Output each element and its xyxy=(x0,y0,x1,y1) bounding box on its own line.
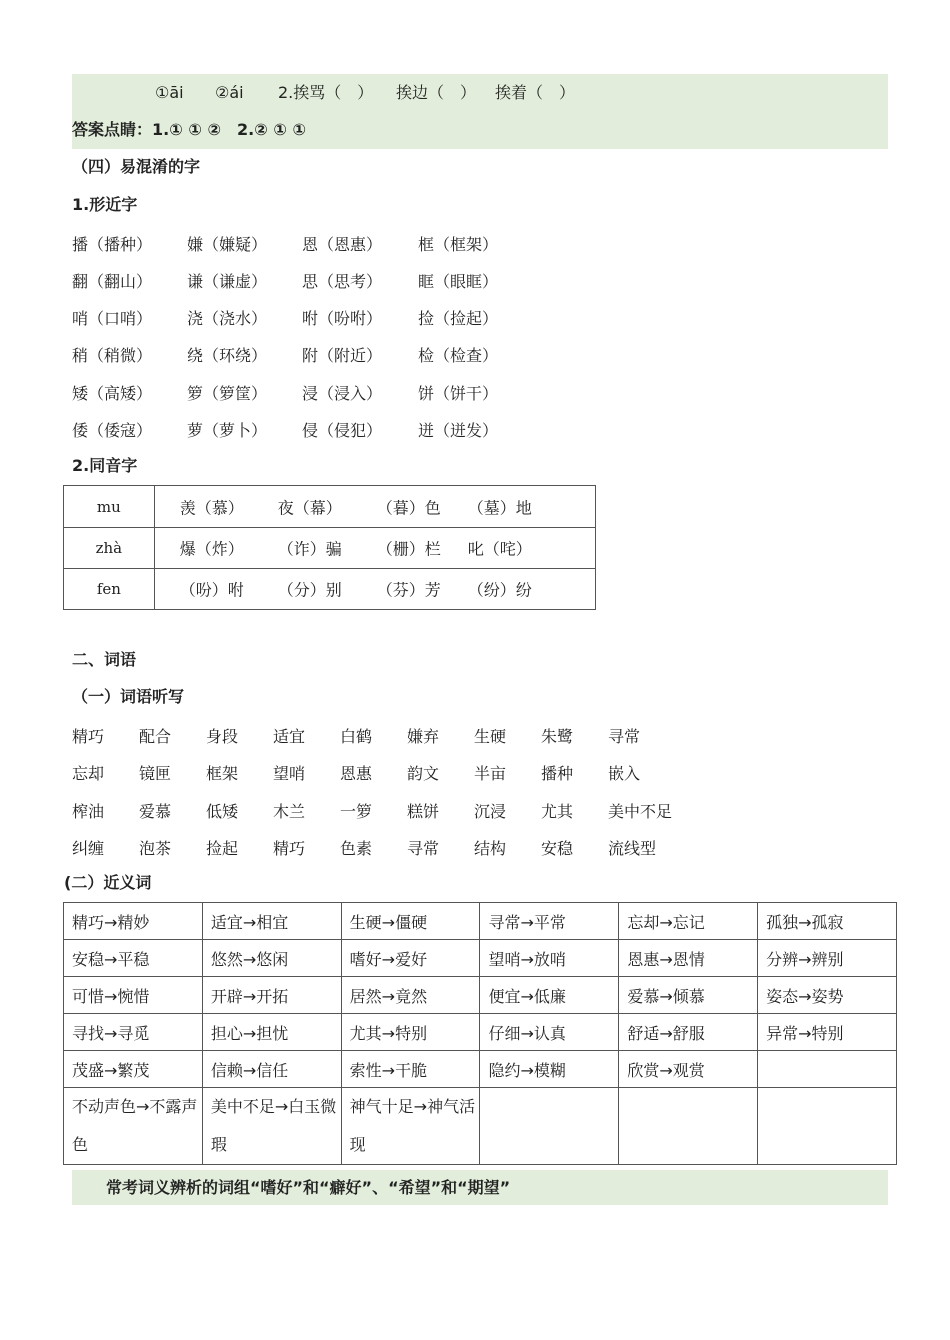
pinyin-cell: fen xyxy=(64,569,155,610)
list-item: 低矮 xyxy=(206,802,239,821)
list-item: 谦（谦虚） xyxy=(187,272,268,291)
table-cell: 隐约→模糊 xyxy=(480,1051,619,1088)
table-row xyxy=(64,569,596,610)
list-item: 绕（环绕） xyxy=(187,346,268,365)
table-cell: 适宜→相宜 xyxy=(202,903,341,940)
list-item: 结构 xyxy=(474,839,507,858)
answer-key: 答案点睛：1.① ① ② 2.② ① ① xyxy=(72,120,306,139)
list-item: 播（播种） xyxy=(72,235,153,254)
list-item: 寻常 xyxy=(608,727,641,746)
list-item: 纠缠 xyxy=(72,839,105,858)
synonym-table xyxy=(63,902,897,1165)
list-item: 流线型 xyxy=(608,839,657,858)
table-cell xyxy=(619,1088,758,1165)
table-cell: 担心→担忧 xyxy=(202,1014,341,1051)
table-cell: 寻找→寻觅 xyxy=(64,1014,203,1051)
word: （暮）色 xyxy=(376,498,441,517)
list-item: 嫌弃 xyxy=(407,727,440,746)
list-item: 望哨 xyxy=(273,764,306,783)
table-cell: 生硬→僵硬 xyxy=(341,903,480,940)
table-cell: 孤独→孤寂 xyxy=(758,903,897,940)
table-cell: 不动声色→不露声色 xyxy=(64,1088,203,1165)
pinyin-option-1: ①āi xyxy=(155,83,184,102)
word: （吩）咐 xyxy=(179,580,244,600)
table-row xyxy=(64,1014,897,1051)
word: 爆（炸） xyxy=(179,539,244,559)
list-item: 配合 xyxy=(139,727,172,746)
section-title: 二、词语 xyxy=(72,650,137,669)
table-cell: 欣赏→观赏 xyxy=(619,1051,758,1088)
words-cell xyxy=(154,569,595,610)
word: （芬）芳 xyxy=(376,580,441,600)
subsection-title: （一）词语听写 xyxy=(72,687,185,706)
subsection-title: 1.形近字 xyxy=(72,195,138,214)
list-item: 思（思考） xyxy=(302,272,383,291)
table-row xyxy=(64,903,897,940)
table-row xyxy=(64,486,596,528)
table-cell: 茂盛→繁茂 xyxy=(64,1051,203,1088)
list-item: 箩（箩筐） xyxy=(187,384,268,403)
list-item: 生硬 xyxy=(474,727,507,746)
list-item: 沉浸 xyxy=(474,802,507,821)
list-item: 捡起 xyxy=(206,839,239,858)
list-item: 美中不足 xyxy=(608,802,673,821)
list-item: 倭（倭寇） xyxy=(72,421,153,440)
table-cell: 姿态→姿势 xyxy=(758,977,897,1014)
list-item: 框架 xyxy=(206,764,239,783)
table-cell: 便宜→低廉 xyxy=(480,977,619,1014)
word: 羡（慕） xyxy=(179,498,244,517)
table-cell: 精巧→精妙 xyxy=(64,903,203,940)
list-item: 浸（浸入） xyxy=(302,384,383,403)
table-cell: 美中不足→白玉微瑕 xyxy=(202,1088,341,1165)
words-cell xyxy=(154,486,595,528)
table-cell: 恩惠→恩情 xyxy=(619,940,758,977)
list-item: 精巧 xyxy=(72,727,105,746)
list-item: 木兰 xyxy=(273,802,306,821)
list-item: 尤其 xyxy=(541,802,574,821)
table-cell: 望哨→放哨 xyxy=(480,940,619,977)
list-item: 稍（稍微） xyxy=(72,346,153,365)
table-cell: 舒适→舒服 xyxy=(619,1014,758,1051)
list-item: 迸（迸发） xyxy=(418,421,499,440)
table-cell: 尤其→特别 xyxy=(341,1014,480,1051)
list-item: 身段 xyxy=(206,727,239,746)
word: （诈）骗 xyxy=(277,539,342,559)
list-item: 框（框架） xyxy=(418,235,499,254)
table-cell: 嗜好→爱好 xyxy=(341,940,480,977)
list-item: 翻（翻山） xyxy=(72,272,153,291)
word: 夜（幕） xyxy=(277,498,342,517)
subsection-title: (二）近义词 xyxy=(64,873,152,892)
table-row xyxy=(64,1051,897,1088)
table-cell: 索性→干脆 xyxy=(341,1051,480,1088)
table-row xyxy=(64,528,596,569)
table-cell: 居然→竟然 xyxy=(341,977,480,1014)
table-cell: 可惜→惋惜 xyxy=(64,977,203,1014)
note-text: 常考词义辨析的词组“嗜好”和“癖好”、“希望”和“期望” xyxy=(106,1178,511,1197)
list-item: 白鹤 xyxy=(340,727,373,746)
list-item: 安稳 xyxy=(541,839,574,858)
list-item: 镜匣 xyxy=(139,764,172,783)
table-cell: 仔细→认真 xyxy=(480,1014,619,1051)
table-cell: 寻常→平常 xyxy=(480,903,619,940)
list-item: 播种 xyxy=(541,764,574,783)
list-item: 矮（高矮） xyxy=(72,384,153,403)
homophone-table xyxy=(63,485,596,610)
list-item: 饼（饼干） xyxy=(418,384,499,403)
table-cell: 神气十足→神气活现 xyxy=(341,1088,480,1165)
list-item: 检（检查） xyxy=(418,346,499,365)
list-item: 咐（吩咐） xyxy=(302,309,383,328)
word: （栅）栏 xyxy=(376,539,441,559)
list-item: 爱慕 xyxy=(139,802,172,821)
table-cell: 安稳→平稳 xyxy=(64,940,203,977)
list-item: 精巧 xyxy=(273,839,306,858)
list-item: 半亩 xyxy=(474,764,507,783)
pinyin-cell: mu xyxy=(64,486,155,528)
table-row xyxy=(64,1088,897,1165)
table-cell xyxy=(758,1088,897,1165)
list-item: 附（附近） xyxy=(302,346,383,365)
list-item: 糕饼 xyxy=(407,802,440,821)
table-cell xyxy=(758,1051,897,1088)
list-item: 哨（口哨） xyxy=(72,309,153,328)
word: （纷）纷 xyxy=(467,580,532,600)
words-cell xyxy=(154,528,595,569)
list-item: 萝（萝卜） xyxy=(187,421,268,440)
question-item: 挨边（ ） xyxy=(396,83,477,102)
question-item: 2.挨骂（ ） xyxy=(278,83,374,102)
table-cell: 分辨→辨别 xyxy=(758,940,897,977)
pinyin-option-2: ②ái xyxy=(215,83,244,102)
list-item: 寻常 xyxy=(407,839,440,858)
table-row xyxy=(64,940,897,977)
list-item: 恩（恩惠） xyxy=(302,235,383,254)
pinyin-cell: zhà xyxy=(64,528,155,569)
list-item: 色素 xyxy=(340,839,373,858)
table-cell xyxy=(480,1088,619,1165)
table-cell: 忘却→忘记 xyxy=(619,903,758,940)
list-item: 恩惠 xyxy=(340,764,373,783)
word: 叱（咤） xyxy=(467,539,532,559)
list-item: 忘却 xyxy=(72,764,105,783)
table-cell: 开辟→开拓 xyxy=(202,977,341,1014)
list-item: 嵌入 xyxy=(608,764,641,783)
list-item: 捡（捡起） xyxy=(418,309,499,328)
table-cell: 悠然→悠闲 xyxy=(202,940,341,977)
word: （墓）地 xyxy=(467,498,532,517)
list-item: 嫌（嫌疑） xyxy=(187,235,268,254)
list-item: 榨油 xyxy=(72,802,105,821)
word: （分）别 xyxy=(277,580,342,600)
list-item: 浇（浇水） xyxy=(187,309,268,328)
list-item: 韵文 xyxy=(407,764,440,783)
table-cell: 异常→特别 xyxy=(758,1014,897,1051)
section-title: （四）易混淆的字 xyxy=(72,157,201,176)
table-row xyxy=(64,977,897,1014)
list-item: 适宜 xyxy=(273,727,306,746)
list-item: 一箩 xyxy=(340,802,373,821)
table-cell: 爱慕→倾慕 xyxy=(619,977,758,1014)
list-item: 侵（侵犯） xyxy=(302,421,383,440)
list-item: 朱鹭 xyxy=(541,727,574,746)
list-item: 泡茶 xyxy=(139,839,172,858)
table-cell: 信赖→信任 xyxy=(202,1051,341,1088)
subsection-title: 2.同音字 xyxy=(72,456,138,475)
question-item: 挨着（ ） xyxy=(495,83,576,102)
list-item: 眶（眼眶） xyxy=(418,272,499,291)
